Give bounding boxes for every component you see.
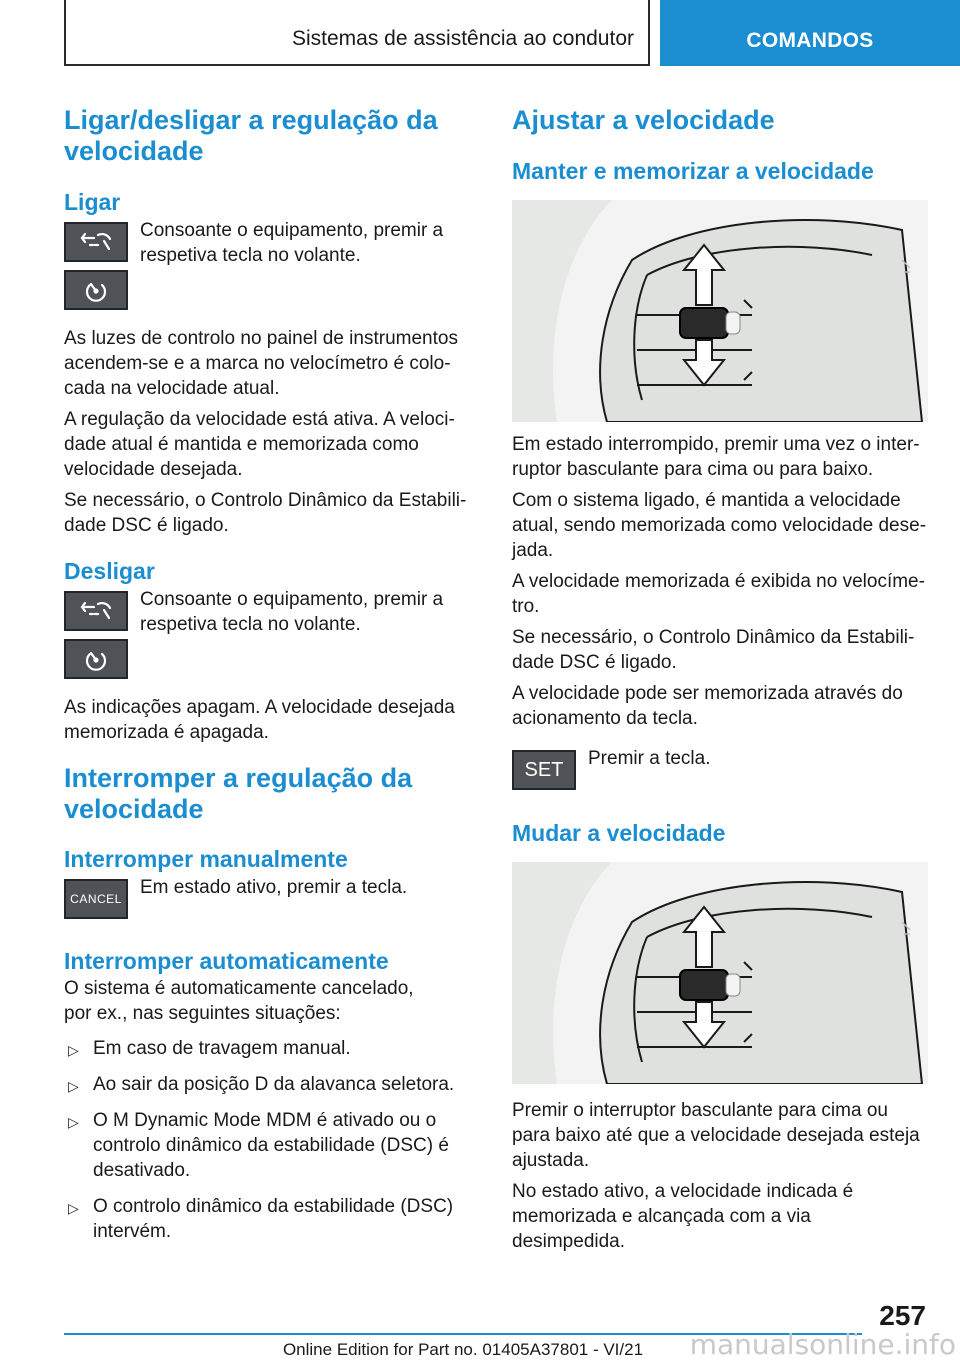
list-item [64,1072,477,1097]
triangle-bullet-icon: ▷ [68,1114,79,1130]
heading-ligar-desligar: Ligar/desligar a regulação da velocidade [64,105,438,166]
set-key-block [512,746,928,794]
desligar-paragraph-1: As indicações apagam. A velocidade desejada memorizada é apagada. [64,697,455,743]
list-item-text: Ao sair da posição D da alavanca seletora. [93,1074,455,1095]
heading-manter-memorizar: Manter e memorizar a velocidade [512,158,874,184]
desligar-key-block [64,587,477,679]
ligar-key-text: Consoante o equipamento, premir a respetiva tecla no volante. [140,220,444,266]
steering-wheel-rocker-image [512,200,928,422]
cruise-control-speedometer-key-icon [64,270,128,310]
heading-ajustar: Ajustar a velocidade [512,105,775,135]
watermark: manualsonline.info [689,1328,956,1361]
heading-ligar: Ligar [64,189,121,215]
manter-paragraph-5: A velocidade pode ser memorizada através do acionamento da tecla. [512,683,903,729]
set-key-label: SET [524,758,564,781]
left-column [64,100,477,1244]
auto-paragraph-1: O sistema é automaticamente cancelado, por ex., nas seguintes situações: [64,978,414,1024]
ligar-paragraph-3: Se necessário, o Controlo Dinâmico da Estabilidade DSC é ligado. [64,490,467,536]
edition-text: Online Edition for Part no. 01405A37801 - VI/21 [282,1340,644,1359]
triangle-bullet-icon: ▷ [68,1200,79,1216]
cancel-key-text: Em estado ativo, premir a tecla. [140,877,408,898]
auto-situations-list [64,1036,477,1244]
heading-interromper-manualmente: Interromper manualmente [64,846,348,872]
cruise-control-wheel-key-icon [64,591,128,631]
triangle-bullet-icon: ▷ [68,1078,79,1094]
manter-paragraph-4: Se necessário, o Controlo Dinâmico da Estabilidade DSC é ligado. [512,627,915,673]
list-item-text: Em caso de travagem manual. [93,1038,351,1059]
ligar-paragraph-2: A regulação da velocidade está ativa. A velocidade atual é mantida e memorizada como velocidade desejada. [64,409,455,480]
page-footer [0,1300,960,1362]
set-key-text: Premir a tecla. [588,748,711,769]
heading-interromper: Interromper a regulação da velocidade [64,763,413,824]
ligar-key-block [64,218,477,310]
list-item-text: O controlo dinâmico da estabilidade (DSC) intervém. [93,1196,454,1242]
steering-wheel-rocker-image [512,862,928,1084]
right-column [512,100,928,1254]
chapter-tab-label: COMANDOS [746,29,874,52]
list-item [64,1108,477,1183]
cruise-control-wheel-key-icon [64,222,128,262]
mudar-paragraph-1: Premir o interruptor basculante para cima ou para baixo até que a velocidade desejada esteja ajustada. [512,1100,920,1171]
set-key-icon [512,750,576,790]
cancel-key-block [64,875,477,923]
list-item [64,1194,477,1244]
desligar-key-text: Consoante o equipamento, premir a respetiva tecla no volante. [140,589,444,635]
triangle-bullet-icon: ▷ [68,1042,79,1058]
manter-paragraph-1: Em estado interrompido, premir uma vez o interruptor basculante para cima ou para baixo. [512,434,920,480]
manter-paragraph-3: A velocidade memorizada é exibida no velocímetro. [512,571,925,617]
cancel-key-icon [64,879,128,919]
manter-paragraph-2: Com o sistema ligado, é mantida a velocidade atual, sendo memorizada como velocidade desejada. [512,490,927,561]
heading-interromper-automaticamente: Interromper automaticamente [64,948,389,974]
section-title: Sistemas de assistência ao condutor [291,27,634,50]
list-item-text: O M Dynamic Mode MDM é ativado ou o controlo dinâmico da estabilidade (DSC) é desativado. [93,1110,449,1181]
cancel-key-label: CANCEL [70,892,122,906]
page-header [0,0,960,66]
page-number: 257 [879,1300,926,1331]
heading-mudar-velocidade: Mudar a velocidade [512,820,726,846]
heading-desligar: Desligar [64,558,155,584]
mudar-paragraph-2: No estado ativo, a velocidade indicada é memorizada e alcançada com a via desimpedida. [512,1181,854,1252]
section-header-box [64,0,650,66]
chapter-tab [660,0,960,66]
ligar-paragraph-1: As luzes de controlo no painel de instrumentos acendem-se e a marca no velocímetro é colocada na velocidade atual. [64,328,458,399]
cruise-control-speedometer-key-icon [64,639,128,679]
list-item [64,1036,477,1061]
